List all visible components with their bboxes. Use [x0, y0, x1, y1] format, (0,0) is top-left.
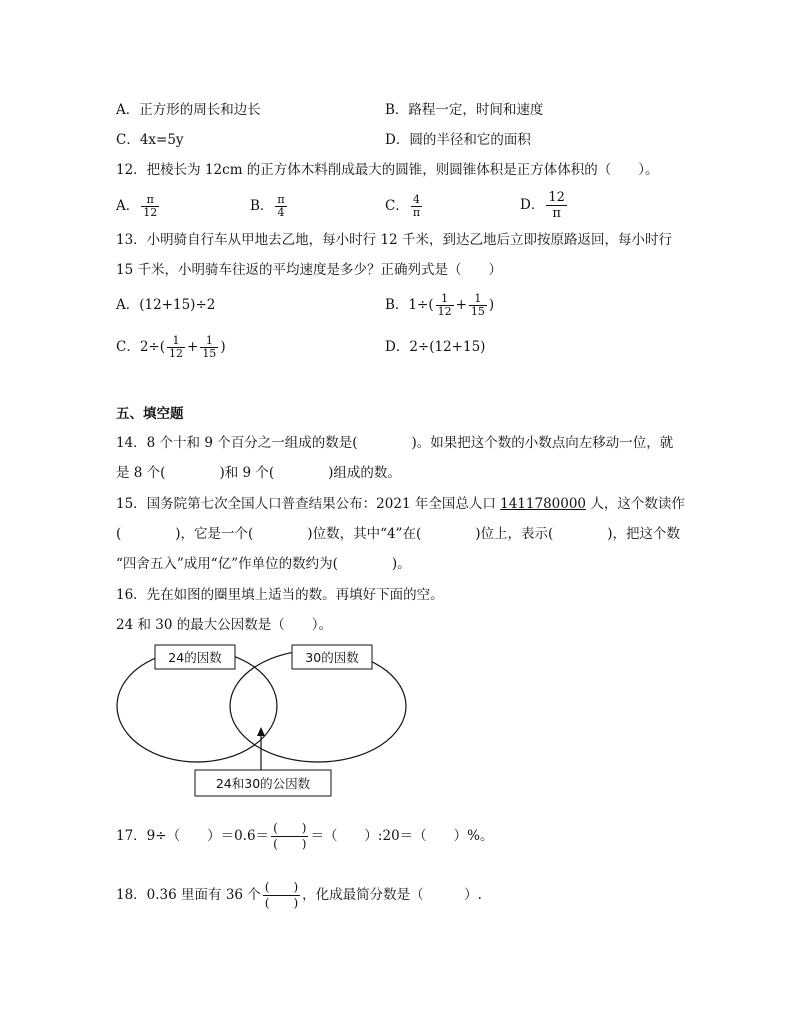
q17-blank-fraction[interactable]: $\frac{( )}{( )}$ — [273, 821, 307, 851]
q15-line2: ( )，它是一个( )位数，其中“4”在( )位上，表示( )，把这个数 — [116, 526, 681, 542]
q14-line2: 是 8 个( )和 9 个( )组成的数。 — [116, 465, 401, 481]
q13-stem-line2: 15 千米，小明骑车往返的平均速度是多少？正确列式是（ ） — [116, 262, 502, 278]
q17-line: 17．9÷（ ）＝0.6＝ $\frac{( )}{( )}$ ＝（ ）:20＝（ ）%。 — [116, 821, 494, 851]
q14-line1: 14．8 个十和 9 个百分之一组成的数是( )。如果把这个数的小数点向左移动一位，就 — [116, 435, 674, 451]
q18-blank-fraction[interactable]: $\frac{( )}{( )}$ — [264, 880, 299, 910]
q11-option-d: D．圆的半径和它的面积 — [385, 132, 531, 148]
q11-option-a: A．正方形的周长和边长 — [116, 102, 261, 118]
pointer-arrow-head — [257, 727, 265, 736]
q13-stem-line1: 13．小明骑自行车从甲地去乙地，每小时行 12 千米，到达乙地后立即按原路返回，每小时行 — [116, 232, 672, 248]
left-label: 24的因数 — [168, 650, 222, 665]
right-label: 30的因数 — [305, 650, 359, 665]
q12-option-c: C． $\frac{4}{\pi}$ — [385, 193, 421, 219]
q13-option-c: C．2÷( $\frac{1}{12}$ + $\frac{1}{15}$ ) — [116, 334, 226, 360]
q11-option-b: B．路程一定，时间和速度 — [385, 102, 544, 118]
q15-line1: 15．国务院第七次全国人口普查结果公布：2021 年全国总人口 1411780000 人，这个数读作 — [116, 496, 685, 512]
population-number: 1411780000 — [500, 496, 587, 512]
q16-line2: 24 和 30 的最大公因数是（ ）。 — [116, 617, 332, 633]
q12-option-b: B． $\frac{\pi}{4}$ — [250, 193, 285, 219]
q12-stem: 12．把棱长为 12cm 的正方体木料削成最大的圆锥，则圆锥体积是正方体体积的（ ）。 — [116, 162, 659, 178]
q13-option-b: B．1÷( $\frac{1}{12}$ + $\frac{1}{15}$ ) — [385, 292, 495, 318]
q12-option-d: D． $\frac{12}{\pi}$ — [520, 190, 565, 221]
section-title-fill-in: 五、填空题 — [116, 406, 184, 422]
q15-line3: “四舍五入”成用“亿”作单位的数约为( )。 — [116, 556, 411, 572]
q16-stem: 16．先在如图的圈里填上适当的数。再填好下面的空。 — [116, 587, 444, 603]
venn-diagram — [100, 638, 430, 803]
q18-line: 18．0.36 里面有 36 个 $\frac{( )}{( )}$ ，化成最简分数是（ ）. — [116, 880, 482, 910]
q13-option-d: D．2÷(12+15) — [385, 339, 486, 355]
common-label: 24和30的公因数 — [215, 776, 311, 791]
q13-option-a: A．(12+15)÷2 — [116, 297, 216, 313]
q11-option-c: C．4x=5y — [116, 132, 184, 148]
q12-option-a: A． $\frac{\pi}{12}$ — [116, 193, 158, 219]
